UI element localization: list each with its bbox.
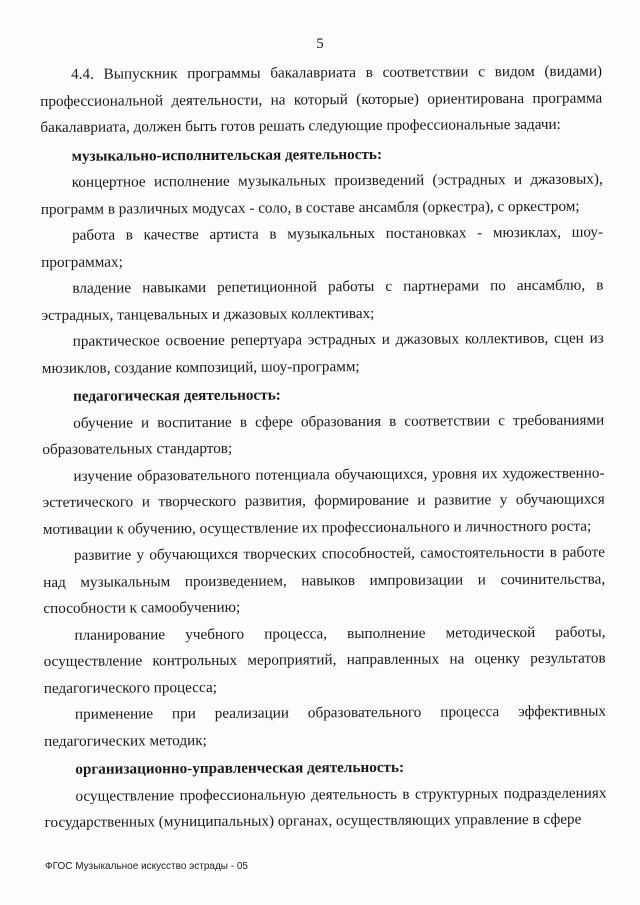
paragraph-planning: планирование учебного процесса, выполнение методической работы, осуществление контрольных мероприятий, направленных на оценку результатов педагогического процесса; (43, 623, 606, 697)
paragraph-repertoire: практическое освоение репертуара эстрадных и джазовых коллективов, сцен из мюзиклов, создание композиций, шоу-программ; (41, 329, 604, 377)
paragraph-management: осуществление профессиональную деятельность в структурных подразделениях государственных (муниципальных) органах, осуществляющих управление в сфере (44, 784, 607, 831)
paragraph-education: обучение и воспитание в сфере образования в соответствии с требованиями образовательных стандартов; (42, 411, 605, 458)
paragraph-rehearsal-skills: владение навыками репетиционной работы с партнерами по ансамблю, в эстрадных, танцевальных и джазовых коллективах; (41, 276, 604, 324)
page-number: 5 (316, 36, 324, 52)
paragraph-methods: применение при реализации образовательного процесса эффективных педагогических методик; (44, 702, 607, 750)
paragraph-potential-study: изучение образовательного потенциала обучающихся, уровня их художественно-эстетического и творческого развития, формирование и развитие у обучающихся мотивации к обучению, осуществление их профессионального и личностного роста; (42, 464, 605, 538)
paragraph-intro: 4.4. Выпускник программы бакалавриата в соответствии с видом (видами) профессиональной деятельности, на который (которые) ориентирована программа бакалавриата, должен быть готов решать следующие профессиональные задачи: (40, 62, 603, 136)
paragraph-creative-development: развитие у обучающихся творческих способностей, самостоятельности в работе над музыкальным произведением, навыков импровизации и сочинительства, способности к самообучению; (43, 543, 606, 617)
heading-organizational: организационно-управленческая деятельность: (75, 758, 405, 778)
heading-music-performance: музыкально-исполнительская деятельность: (71, 145, 383, 165)
paragraph-artist-work: работа в качестве артиста в музыкальных постановках - мюзиклах, шоу-программах; (41, 223, 604, 271)
page-footer: ФГОС Музыкальное искусство эстрады - 05 (45, 861, 248, 872)
paragraph-concert-performance: концертное исполнение музыкальных произведений (эстрадных и джазовых), программ в различных модусах - соло, в составе ансамбля (оркестра), с оркестром; (40, 170, 603, 218)
document-body (40, 59, 607, 837)
heading-pedagogical: педагогическая деятельность: (72, 386, 281, 405)
